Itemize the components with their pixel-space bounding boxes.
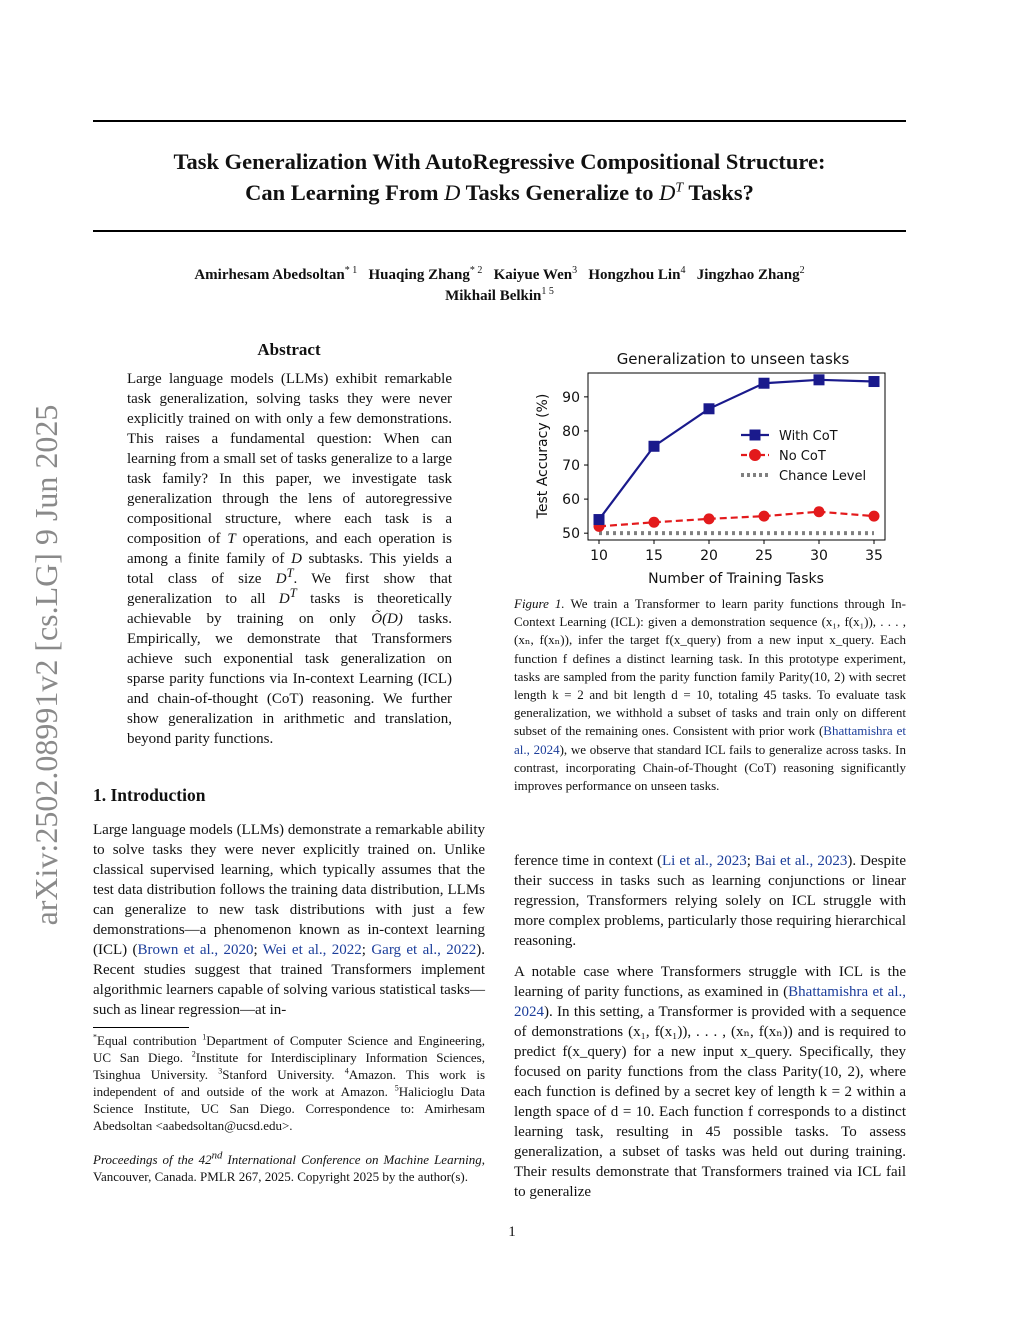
right-column-paragraph-1: ference time in context (Li et al., 2023; Bai et al., 2023). Despite their success in tasks such as learning conjunctions or linear regression, Transformers relying solely on ICL struggle with more complex problems, particularly those requiring hierarchical reasoning. bbox=[514, 853, 906, 949]
author-name: Kaiyue Wen bbox=[493, 267, 573, 283]
legend-label-with-cot: With CoT bbox=[779, 429, 838, 444]
right-column-paragraph-2: A notable case where Transformers struggle with ICL is the learning of parity functions, as examined in (Bhattamishra et al., 2024). In this setting, a Transformer is provided with a sequence of demonstrations (x₁, f(x₁)), . . . , (xₙ, f(xₙ)) and is required to predict f(x_query) for a new input x_query. Specifically, they focused on parity functions from the class Parity(10, 2), where each function is defined by a secret key of length k = 2 within a length space of d = 10. Each function f corresponds to a distinct learning task, resulting in 45 possible tasks. To assess generalization, a subset of tasks was held out during training. Their results demonstrate that Transformers trained via ICL fail to generalize bbox=[514, 964, 906, 1200]
with-cot-point bbox=[594, 514, 605, 525]
no-cot-point bbox=[759, 511, 770, 522]
proceedings-note: Proceedings of the 42nd International Conference on Machine Learning, Vancouver, Canada. PMLR 267, 2025. Copyright 2025 by the author(s). bbox=[93, 1149, 485, 1184]
x-tick-label: 15 bbox=[645, 548, 663, 564]
plot-area-frame bbox=[588, 373, 885, 540]
citation-link[interactable]: Wei et al., 2022 bbox=[262, 942, 362, 958]
citation-link[interactable]: Garg et al., 2022 bbox=[371, 942, 477, 958]
no-cot-point bbox=[704, 513, 715, 524]
with-cot-point bbox=[759, 378, 770, 389]
legend-label-chance: Chance Level bbox=[779, 469, 867, 484]
y-axis-label: Test Accuracy (%) bbox=[535, 393, 551, 519]
no-cot-series bbox=[594, 506, 880, 532]
x-tick-label: 10 bbox=[590, 548, 608, 564]
intro-paragraph: Large language models (LLMs) demonstrate a remarkable ability to solve tasks they were never explicitly trained on. Unlike classical supervised learning, which typically assumes that the test data distribution follows the training data distribution, LLMs can generalize to new task distributions with just a few demonstrations—a phenomenon known as in-context learning (ICL) (Brown et al., 2020; Wei et al., 2022; Garg et al., 2022). Recent studies suggest that trained Transformers implement algorithmic learners capable of solving various statistical tasks—such as linear regression—at in- bbox=[93, 822, 485, 1018]
x-axis-ticks bbox=[590, 540, 883, 564]
title-top-rule bbox=[93, 120, 906, 122]
no-cot-line bbox=[599, 512, 874, 527]
page-number: 1 bbox=[508, 1224, 516, 1240]
with-cot-point bbox=[869, 376, 880, 387]
with-cot-line bbox=[599, 380, 874, 520]
author-list bbox=[93, 265, 906, 307]
figure-1-caption: Figure 1. We train a Transformer to learn parity functions through In-Context Learning (ICL): given a demonstration sequence (x₁, f(x₁)), . . . , (xₙ, f(xₙ)), infer the target f(x_query) from a new input x_query. Each function f defines a distinct learning task. In this prototype experiment, tasks are sampled from the parity function family Parity(10, 2) with secret length k = 2 and bit length d = 10, totaling 45 tasks. To evaluate task generalization, we withhold a subset of tasks and train only on different subset of the remaining ones. Consistent with prior work (Bhattamishra et al., 2024), we observe that standard ICL fails to generalize across tasks. In contrast, incorporating Chain-of-Thought (CoT) reasoning significantly improves performance on unseen tasks. bbox=[514, 596, 907, 794]
y-tick-label: 90 bbox=[562, 389, 580, 406]
footnote-rule bbox=[93, 1027, 189, 1028]
with-cot-point bbox=[649, 441, 660, 452]
with-cot-point bbox=[704, 403, 715, 414]
citation-link[interactable]: Brown et al., 2020 bbox=[137, 942, 254, 958]
author-name: Huaqing Zhang bbox=[368, 267, 470, 283]
x-tick-label: 20 bbox=[700, 548, 718, 564]
figure-1-chart bbox=[514, 343, 906, 590]
author-line-1 bbox=[93, 265, 906, 286]
citation-link[interactable]: Bai et al., 2023 bbox=[755, 853, 848, 869]
y-tick-label: 70 bbox=[562, 458, 580, 475]
title-line-1: Task Generalization With AutoRegressive Compositional Structure: bbox=[173, 149, 826, 174]
author-line-2 bbox=[93, 286, 906, 307]
chart-legend bbox=[741, 429, 866, 484]
abstract-body: Large language models (LLMs) exhibit remarkable task generalization, solving tasks they were never explicitly trained on with only a few demonstrations. This raises a fundamental question: When can learning from a small set of tasks generalize to a large task family? In this paper, we investigate task generalization through the lens of autoregressive compositional structure, where each task is a composition of T operations, and each operation is among a finite family of D subtasks. This yields a total class of size $D^T$. We first show that generalization to all $D^T$ tasks is theoretically achievable by training on only Õ(D) tasks. Empirically, we demonstrate that Transformers achieve such exponential task generalization on sparse parity functions via In-context Learning (ICL) and chain-of-thought (CoT) reasoning. We further show generalization in arithmetic and translation, beyond parity functions. bbox=[127, 371, 453, 747]
no-cot-point bbox=[814, 506, 825, 517]
x-tick-label: 35 bbox=[865, 548, 883, 564]
author-name: Mikhail Belkin bbox=[445, 288, 542, 304]
with-cot-series bbox=[594, 374, 880, 525]
author-affiliation: 3 bbox=[572, 265, 578, 276]
x-axis-label: Number of Training Tasks bbox=[648, 571, 824, 587]
author-affiliation: * 1 bbox=[344, 265, 358, 276]
arxiv-identifier: arXiv:2502.08991v2 [cs.LG] 9 Jun 2025 bbox=[28, 404, 64, 926]
author-affiliation: * 2 bbox=[469, 265, 483, 276]
paper-title bbox=[93, 146, 906, 208]
no-cot-point bbox=[869, 511, 880, 522]
line-chart bbox=[514, 343, 906, 590]
author-name: Amirhesam Abedsoltan bbox=[194, 267, 345, 283]
section-heading-introduction: 1. Introduction bbox=[93, 785, 206, 805]
author-name: Jingzhao Zhang bbox=[696, 267, 800, 283]
x-tick-label: 30 bbox=[810, 548, 828, 564]
legend-label-no-cot: No CoT bbox=[779, 449, 826, 464]
y-tick-label: 80 bbox=[562, 423, 580, 440]
with-cot-point bbox=[814, 374, 825, 385]
citation-link[interactable]: Bhattamishra et al., 2024 bbox=[514, 723, 906, 757]
y-axis-ticks bbox=[562, 390, 588, 542]
legend-marker-no-cot bbox=[749, 449, 761, 461]
author-affiliation: 1 5 bbox=[541, 286, 554, 297]
no-cot-point bbox=[649, 517, 660, 528]
y-tick-label: 60 bbox=[562, 492, 580, 509]
legend-marker-with-cot bbox=[750, 430, 761, 441]
author-affiliation: 2 bbox=[799, 265, 805, 276]
affiliations-footnote: *Equal contribution $^1$Department of Computer Science and Engineering, UC San Diego. $^2$Institute for Interdisciplinary Information Sciences, Tsinghua University. $^3$Stanford University. $^4$Amazon. This work is independent of and outside of the work at Amazon. $^5$Halicioglu Data Science Institute, UC San Diego. Correspondence to: Amirhesam Abedsoltan <aabedsoltan@ucsd.edu>. bbox=[93, 1032, 486, 1133]
title-line-2: Can Learning From D Tasks Generalize to $D^T$ Tasks? bbox=[245, 180, 754, 205]
author-name: Hongzhou Lin bbox=[588, 267, 681, 283]
abstract-heading: Abstract bbox=[257, 340, 321, 359]
x-tick-label: 25 bbox=[755, 548, 773, 564]
citation-link[interactable]: Bhattamishra et al., 2024 bbox=[514, 984, 906, 1020]
y-tick-label: 50 bbox=[562, 526, 580, 543]
citation-link[interactable]: Li et al., 2023 bbox=[662, 853, 747, 869]
title-bottom-rule bbox=[93, 230, 906, 232]
author-affiliation: 4 bbox=[680, 265, 686, 276]
chart-title: Generalization to unseen tasks bbox=[616, 350, 850, 368]
